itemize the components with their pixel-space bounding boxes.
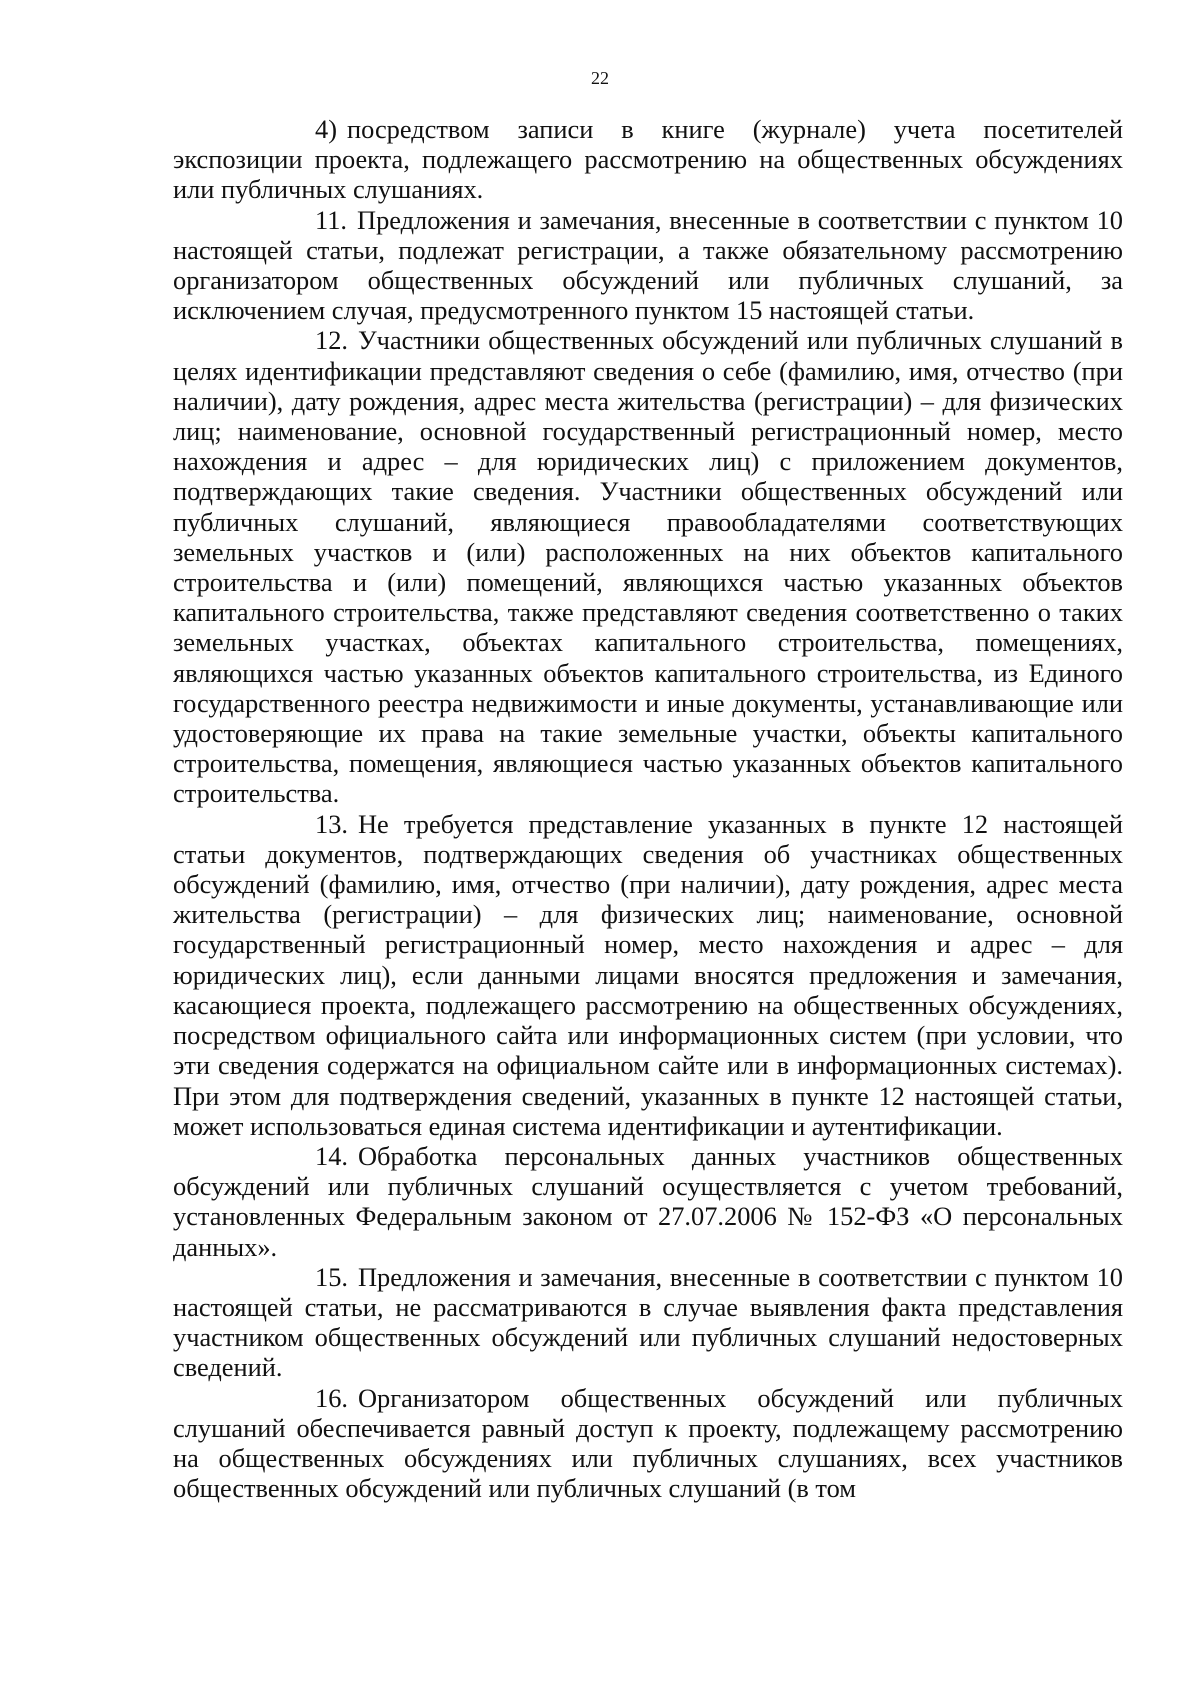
- paragraph-number: 13.: [315, 808, 348, 839]
- paragraph-15: [173, 1262, 1123, 1383]
- document-body: [173, 114, 1123, 1503]
- paragraph-13: [173, 809, 1123, 1141]
- paragraph-number: 12.: [315, 325, 348, 356]
- item-number: 4): [315, 114, 337, 144]
- page-number: 22: [591, 68, 609, 88]
- paragraph-number: 14.: [315, 1140, 348, 1171]
- paragraph-text: Предложения и замечания, внесенные в соответствии с пунктом 10 настоящей статьи, не рассматриваются в случае выявления факта представления участником общественных обсуждений или публичных слушаний недостоверных сведений.: [173, 1261, 1123, 1383]
- paragraph-text: Организатором общественных обсуждений или публичных слушаний обеспечивается равный доступ к проекту, подлежащему рассмотрению на общественных обсуждениях или публичных слушаниях, всех участников общественных обсуждений или публичных слушаний (в том: [173, 1382, 1123, 1504]
- paragraph-number: 11.: [315, 204, 348, 235]
- paragraph-number: 15.: [315, 1261, 348, 1292]
- paragraph-text: Обработка персональных данных участников общественных обсуждений или публичных слушаний осуществляется с учетом требований, установленных Федеральным законом от 27.07.2006 № 152-ФЗ «О персональных данных».: [173, 1140, 1123, 1262]
- paragraph-text: Предложения и замечания, внесенные в соответствии с пунктом 10 настоящей статьи, подлежат регистрации, а также обязательному рассмотрению организатором общественных обсуждений или публичных слушаний, за исключением случая, предусмотренного пунктом 15 настоящей статьи.: [173, 204, 1123, 326]
- paragraph-16: [173, 1383, 1123, 1504]
- paragraph-12: [173, 325, 1123, 808]
- paragraph-number: 16.: [315, 1382, 348, 1413]
- paragraph-text: Не требуется представление указанных в пункте 12 настоящей статьи документов, подтверждающих сведения об участниках общественных обсуждений (фамилию, имя, отчество (при наличии), дату рождения, адрес места жительства (регистрации) – для физических лиц; наименование, основной государственный регистрационный номер, место нахождения и адрес – для юридических лиц), если данными лицами вносятся предложения и замечания, касающиеся проекта, подлежащего рассмотрению на общественных обсуждениях, посредством официального сайта или информационных систем (при условии, что эти сведения содержатся на официальном сайте или в информационных системах). При этом для подтверждения сведений, указанных в пункте 12 настоящей статьи, может использоваться единая система идентификации и аутентификации.: [173, 808, 1123, 1141]
- paragraph-11: [173, 205, 1123, 326]
- paragraph-text: посредством записи в книге (журнале) учета посетителей экспозиции проекта, подлежащего рассмотрению на общественных обсуждениях или публичных слушаниях.: [173, 114, 1123, 205]
- paragraph-item-4: [173, 114, 1123, 205]
- paragraph-14: [173, 1141, 1123, 1262]
- paragraph-text: Участники общественных обсуждений или публичных слушаний в целях идентификации представляют сведения о себе (фамилию, имя, отчество (при наличии), дату рождения, адрес места жительства (регистрации) – для физических лиц; наименование, основной государственный регистрационный номер, место нахождения и адрес – для юридических лиц) с приложением документов, подтверждающих такие сведения. Участники общественных обсуждений или публичных слушаний, являющиеся правообладателями соответствующих земельных участков и (или) расположенных на них объектов капитального строительства и (или) помещений, являющихся частью указанных объектов капитального строительства, также представляют сведения соответственно о таких земельных участках, объектах капитального строительства, помещениях, являющихся частью указанных объектов капитального строительства, из Единого государственного реестра недвижимости и иные документы, устанавливающие или удостоверяющие их права на такие земельные участки, объекты капитального строительства, помещения, являющиеся частью указанных объектов капитального строительства.: [173, 325, 1123, 809]
